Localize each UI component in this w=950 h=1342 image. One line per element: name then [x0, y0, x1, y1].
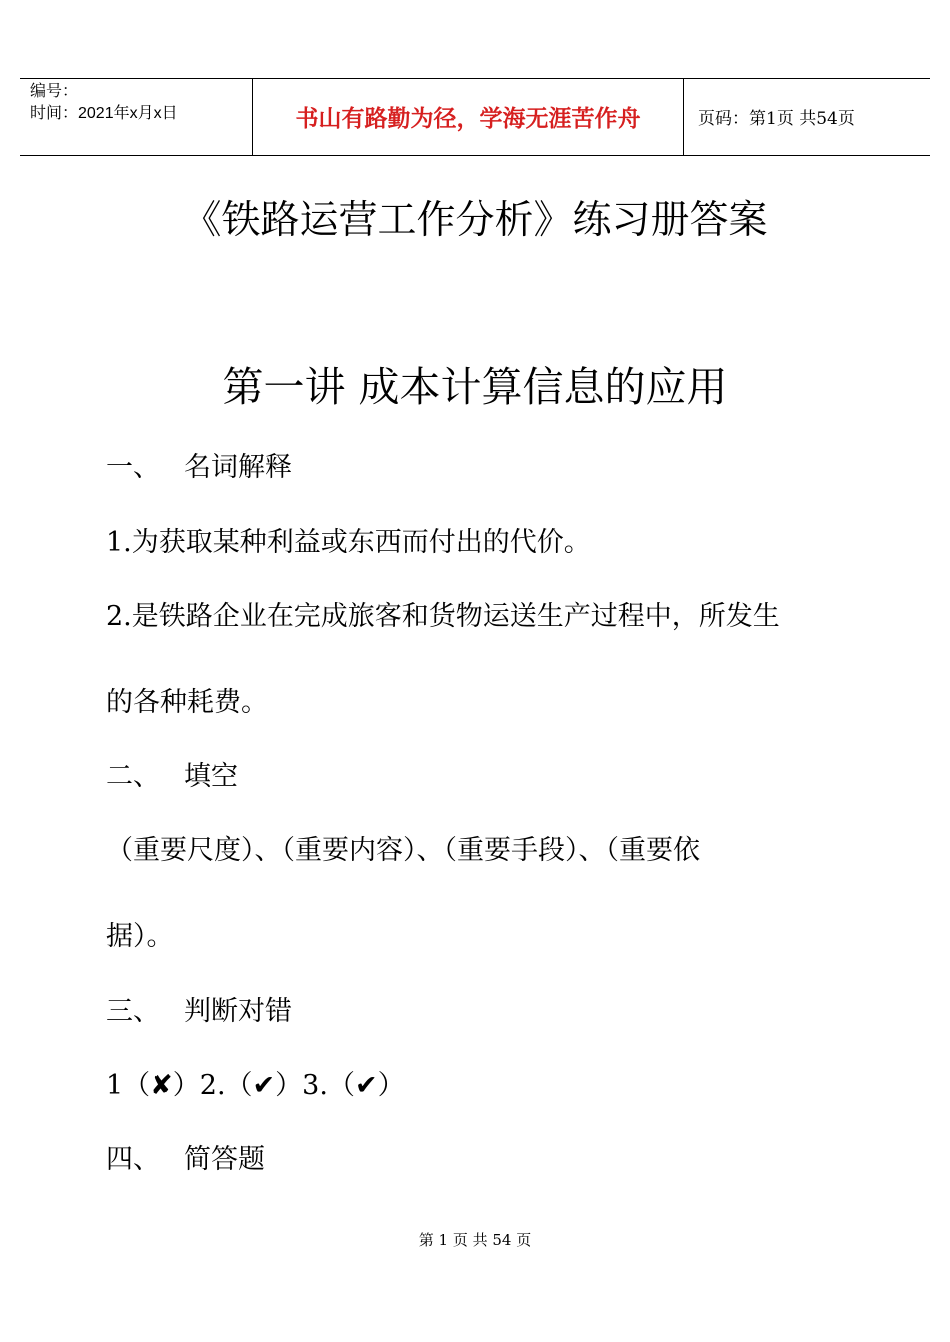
section-title: 判断对错	[184, 996, 292, 1027]
lecture-title: 第一讲 成本计算信息的应用	[222, 363, 728, 411]
section-heading	[106, 1143, 265, 1177]
document-title: 《铁路运营工作分析》练习册答案	[182, 198, 768, 243]
section-title: 填空	[184, 761, 238, 792]
judgement-answers: 1（✘）2.（✔）3.（✔）	[106, 1070, 405, 1101]
section-number: 四、	[106, 1144, 160, 1175]
section-heading	[106, 760, 238, 794]
section-heading	[106, 995, 292, 1029]
definition-2-line-1: 2.是铁路企业在完成旅客和货物运送生产过程中，所发生	[106, 601, 780, 632]
page-footer: 第 1 页 共 54 页	[418, 1231, 532, 1249]
fill-blank-line-1: （重要尺度）、（重要内容）、（重要手段）、（重要依	[106, 835, 700, 866]
document-header	[20, 78, 930, 156]
header-page-info: 页码：第1页 共54页	[698, 109, 855, 129]
header-page-cell	[684, 79, 930, 155]
section-title: 简答题	[184, 1144, 265, 1175]
document-date: 时间：2021年x月x日	[30, 105, 178, 122]
section-number: 二、	[106, 761, 160, 792]
section-heading	[106, 451, 292, 485]
header-motto-cell	[252, 79, 684, 155]
section-number: 一、	[106, 452, 160, 483]
definition-2-line-2: 的各种耗费。	[106, 687, 268, 718]
section-number: 三、	[106, 996, 160, 1027]
section-title: 名词解释	[184, 452, 292, 483]
definition-1: 1.为获取某种利益或东西而付出的代价。	[106, 527, 591, 558]
document-number-label: 编号：	[30, 83, 79, 100]
header-meta-cell	[20, 79, 252, 155]
motto-text: 书山有路勤为径，学海无涯苦作舟	[295, 105, 641, 132]
fill-blank-line-2: 据）。	[106, 921, 174, 952]
